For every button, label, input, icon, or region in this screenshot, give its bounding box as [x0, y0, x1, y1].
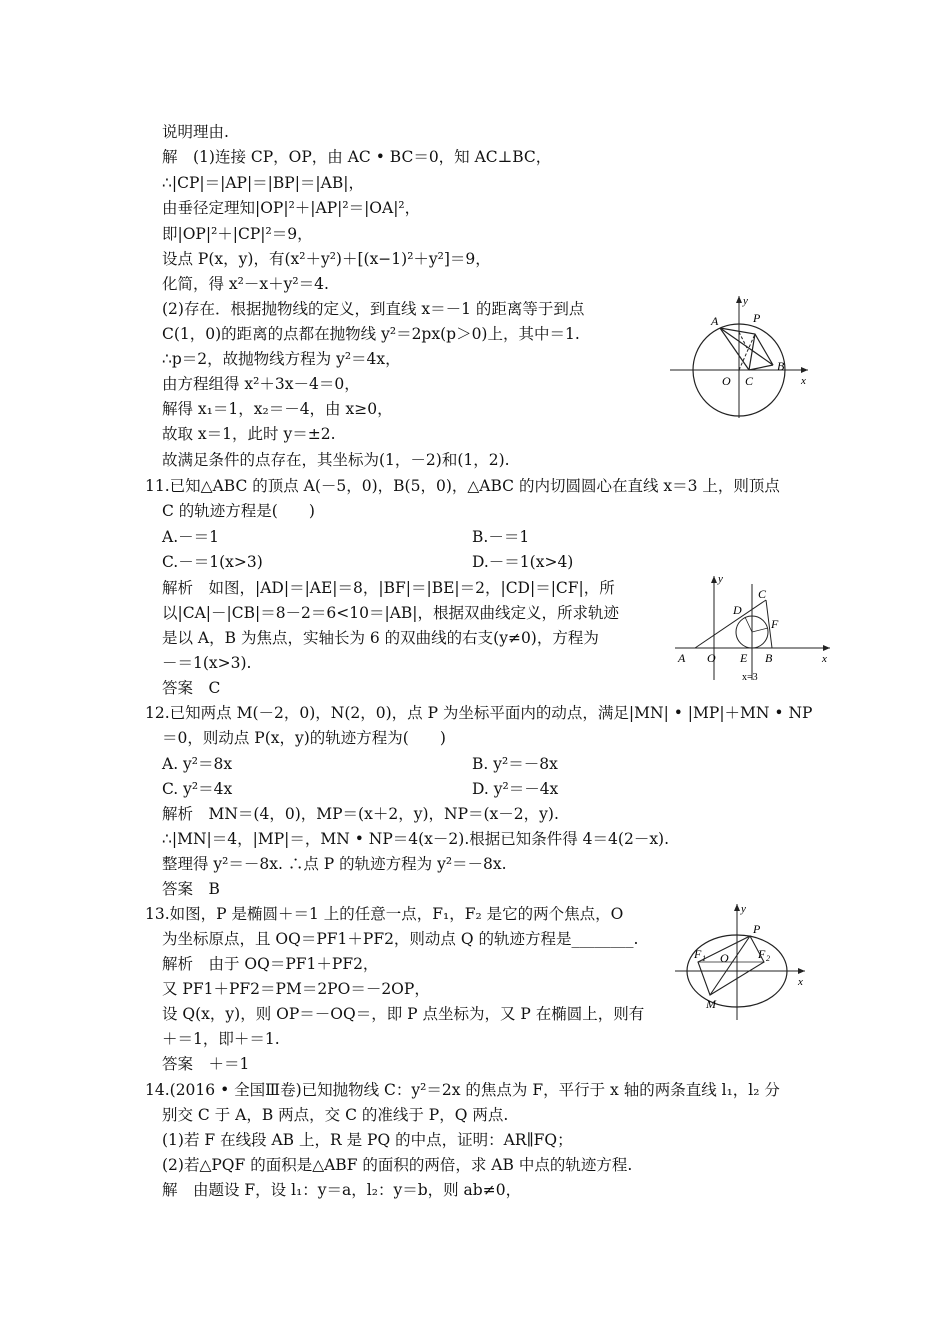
text-line: －＝1(x>3).: [162, 654, 252, 672]
text-line: 解 (1)连接 CP，OP，由 AC • BC＝0，知 AC⊥BC，: [162, 148, 552, 166]
label-P: P: [753, 311, 761, 325]
text-line: 故取 x＝1，此时 y＝±2.: [162, 425, 336, 443]
text-line: 由垂径定理知|OP|²＋|AP|²＝|OA|²，: [162, 199, 421, 217]
text-line: C 的轨迹方程是( ): [162, 502, 315, 520]
text-line: 解析 如图，|AD|＝|AE|＝8，|BF|＝|BE|＝2，|CD|＝|CF|，所: [162, 579, 615, 597]
text-line: (2)若△PQF 的面积是△ABF 的面积的两倍，求 AB 中点的轨迹方程.: [162, 1156, 633, 1174]
axis-y-label: y: [743, 295, 748, 307]
text-line: 又 PF1＋PF2＝PM＝2PO＝－2OP，: [162, 980, 430, 998]
text-line: 12.已知两点 M(－2，0)，N(2，0)，点 P 为坐标平面内的动点，满足|MN| • |MP|＋MN • NP: [145, 704, 813, 722]
text-line: 为坐标原点，且 OQ＝PF1＋PF2，则动点 Q 的轨迹方程是________.: [162, 930, 639, 948]
figure-ellipse: [670, 900, 810, 1025]
text-line: 解得 x₁＝1，x₂＝－4，由 x≥0，: [162, 400, 393, 418]
label-E: E: [740, 651, 748, 665]
text-line: 设点 P(x，y)，有(x²＋y²)＋[(x−1)²＋y²]＝9，: [162, 250, 491, 268]
label-B: B: [765, 651, 773, 665]
text-line: 解析 MN＝(4，0)，MP＝(x＋2，y)，NP＝(x－2，y).: [162, 805, 559, 823]
text-line: ∴|MN|＝4，|MP|＝，MN • NP＝4(x－2).根据已知条件得 4＝4(2－x).: [162, 830, 670, 848]
label-O: O: [722, 374, 731, 388]
text-line: D.－＝1(x>4): [472, 553, 574, 571]
text-line: C(1，0)的距离的点都在抛物线 y²＝2px(p＞0)上，其中＝1.: [162, 325, 580, 343]
figure-circle-triangle: [665, 292, 815, 422]
text-line: 别交 C 于 A，B 两点，交 C 的准线于 P，Q 两点.: [162, 1106, 509, 1124]
label-F1: F: [694, 947, 702, 961]
label-A: A: [678, 651, 686, 665]
text-line: 答案 ＋＝1: [162, 1055, 250, 1073]
text-line: (2)存在．根据抛物线的定义，到直线 x＝－1 的距离等于到点: [162, 300, 585, 318]
text-line: B.－＝1: [472, 528, 530, 546]
text-line: ＝0，则动点 P(x，y)的轨迹方程为( ): [162, 729, 446, 747]
label-O: O: [720, 951, 729, 965]
text-line: (1)若 F 在线段 AB 上，R 是 PQ 的中点，证明：AR∥FQ；: [162, 1131, 573, 1149]
text-line: 解 由题设 F，设 l₁：y＝a，l₂：y＝b，则 ab≠0，: [162, 1181, 522, 1199]
label-A: A: [711, 314, 719, 328]
text-line: 以|CA|－|CB|＝8－2＝6<10＝|AB|，根据双曲线定义，所求轨迹: [162, 604, 620, 622]
text-line: 故满足条件的点存在，其坐标为(1，－2)和(1，2).: [162, 451, 510, 469]
figure-incircle: [670, 570, 835, 690]
text-line: 由方程组得 x²＋3x－4＝0，: [162, 375, 360, 393]
text-line: 说明理由.: [162, 123, 229, 141]
text-line: A.－＝1: [162, 528, 219, 546]
axis-x-label: x: [822, 653, 827, 665]
text-line: 11.已知△ABC 的顶点 A(－5，0)，B(5，0)，△ABC 的内切圆圆心在直线 x＝3 上，则顶点: [145, 477, 780, 495]
axis-y-label: y: [718, 573, 723, 585]
text-line: 设 Q(x，y)，则 OP＝－OQ＝，即 P 点坐标为，又 P 在椭圆上，则有: [162, 1005, 645, 1023]
text-line: 答案 C: [162, 679, 221, 697]
label-F1-sub: 1: [702, 954, 706, 963]
text-line: B. y²＝－8x: [472, 755, 558, 773]
label-M: M: [706, 997, 716, 1011]
axis-x-label: x: [798, 976, 803, 988]
text-line: 解析 由于 OQ＝PF1＋PF2，: [162, 955, 379, 973]
text-line: 化简，得 x²－x＋y²＝4.: [162, 275, 329, 293]
label-O: O: [707, 651, 716, 665]
label-P: P: [753, 922, 761, 936]
text-line: 答案 B: [162, 880, 220, 898]
axis-x-label: x: [801, 375, 806, 387]
text-line: 整理得 y²＝－8x. ∴点 P 的轨迹方程为 y²＝－8x.: [162, 855, 507, 873]
text-line: C. y²＝4x: [162, 780, 233, 798]
label-C: C: [745, 374, 754, 388]
text-line: ∴|CP|＝|AP|＝|BP|＝|AB|，: [162, 174, 364, 192]
label-B: B: [777, 359, 785, 373]
text-line: 即|OP|²＋|CP|²＝9，: [162, 225, 313, 243]
label-D: D: [733, 603, 742, 617]
line-label: x=3: [742, 672, 758, 683]
label-F2-sub: 2: [766, 954, 770, 963]
text-line: D. y²＝－4x: [472, 780, 559, 798]
text-line: 14.(2016 • 全国Ⅲ卷)已知抛物线 C：y²＝2x 的焦点为 F，平行于 x 轴的两条直线 l₁，l₂ 分: [145, 1081, 780, 1099]
text-line: ＋＝1，即＋＝1.: [162, 1030, 280, 1048]
text-line: 是以 A，B 为焦点，实轴长为 6 的双曲线的右支(y≠0)，方程为: [162, 629, 599, 647]
text-line: C.－＝1(x>3): [162, 553, 263, 571]
text-line: ∴p＝2，故抛物线方程为 y²＝4x，: [162, 350, 401, 368]
label-F2: F: [758, 947, 766, 961]
text-line: 13.如图，P 是椭圆＋＝1 上的任意一点，F₁，F₂ 是它的两个焦点，O: [145, 905, 624, 923]
label-F: F: [771, 617, 779, 631]
axis-y-label: y: [741, 903, 746, 915]
text-line: A. y²＝8x: [162, 755, 233, 773]
label-C: C: [758, 587, 767, 601]
